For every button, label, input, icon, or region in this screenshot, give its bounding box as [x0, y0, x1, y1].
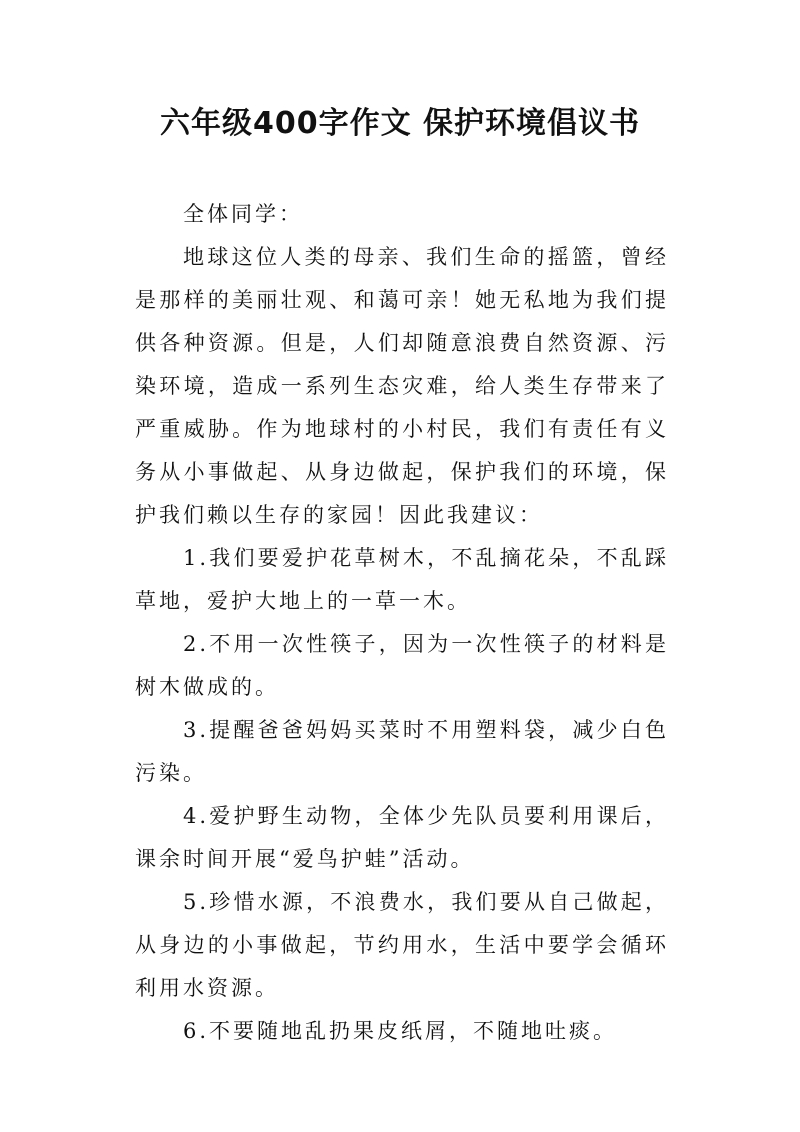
- suggestion-2: 2.不用一次性筷子，因为一次性筷子的材料是树木做成的。: [135, 632, 669, 699]
- document-body: [135, 193, 669, 1053]
- suggestion-3: 3.提醒爸爸妈妈买菜时不用塑料袋，减少白色污染。: [135, 718, 669, 785]
- document-title: 六年级400字作文 保护环境倡议书: [159, 106, 641, 141]
- paragraph-intro: 地球这位人类的母亲、我们生命的摇篮，曾经是那样的美丽壮观、和蔼可亲！她无私地为我们提供各种资源。但是，人们却随意浪费自然资源、污染环境，造成一系列生态灾难，给人类生存带来了严重威胁。作为地球村的小村民，我们有责任有义务从小事做起、从身边做起，保护我们的环境，保护我们赖以生存的家园！因此我建议：: [135, 245, 669, 527]
- suggestion-1: 1.我们要爱护花草树木，不乱摘花朵，不乱踩草地，爱护大地上的一草一木。: [135, 546, 669, 613]
- salutation: 全体同学：: [183, 202, 303, 226]
- suggestion-5: 5.珍惜水源，不浪费水，我们要从自己做起，从身边的小事做起，节约用水，生活中要学会循环利用水资源。: [135, 890, 669, 1000]
- suggestion-6: 6.不要随地乱扔果皮纸屑，不随地吐痰。: [183, 1019, 618, 1043]
- suggestion-4: 4.爱护野生动物，全体少先队员要利用课后，课余时间开展“爱鸟护蛙”活动。: [135, 804, 669, 871]
